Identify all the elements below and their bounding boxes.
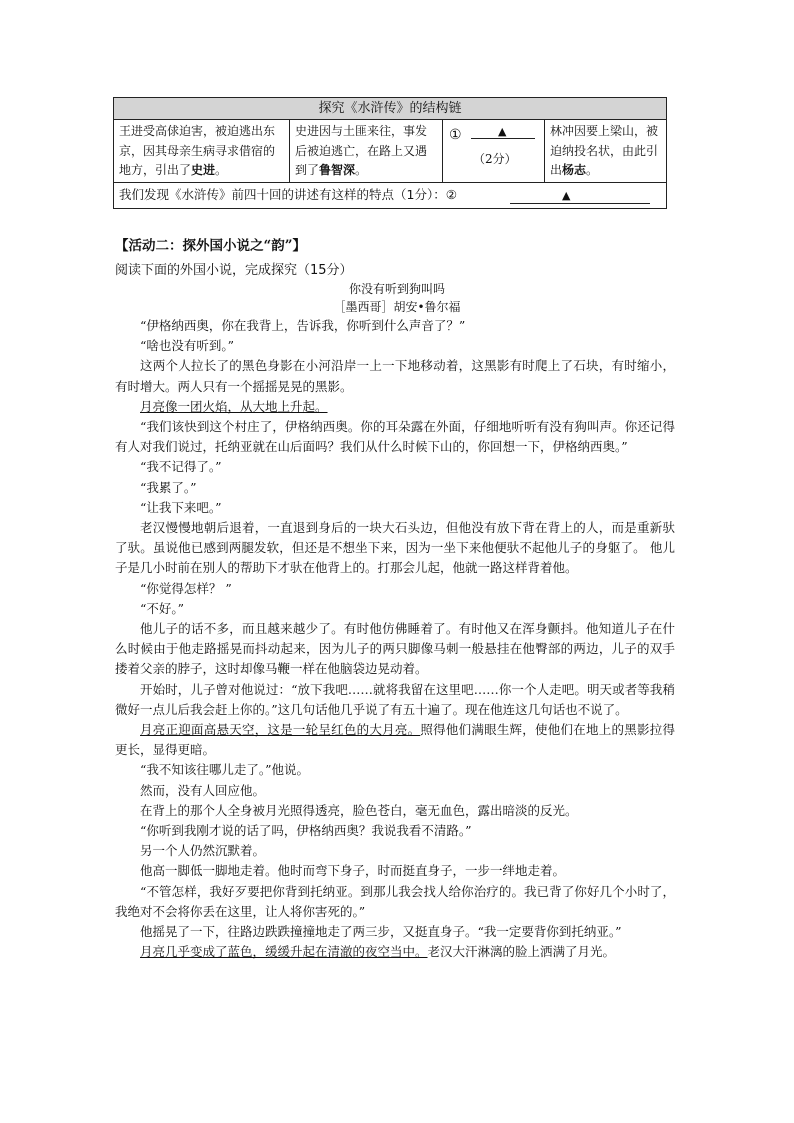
story-paragraph: “啥也没有听到。”: [140, 338, 235, 354]
story-paragraph: [115, 397, 675, 417]
paragraph-text: 老汉大汗淋漓的脸上洒满了月光。: [427, 944, 616, 960]
table-footer: [114, 182, 666, 208]
triangle-marker-icon: ▲: [498, 125, 507, 138]
story-paragraph: 他儿子的话不多，而且越来越少了。有时他仿佛睡着了。有时他又在浑身颤抖。他知道儿子在什么时候由于他走路摇晃而抖动起来，因为儿子的两只脚像马刺一般悬挂在他臀部的两边，儿子的双手搂着父亲的脖子，这时却像马鞭一样在他脑袋边晃动着。: [115, 621, 675, 677]
cell-highlight: 史进: [191, 163, 216, 177]
cell-text: 。: [586, 163, 599, 177]
story-paragraph: “伊格纳西奥，你在我背上，告诉我，你听到什么声音了？”: [140, 318, 466, 333]
story-paragraph: “不管怎样，我好歹要把你背到托纳亚。到那儿我会找人给你治疗的。我已背了你好几个小时了，我绝对不会将你丢在这里，让人将你害死的。”: [115, 883, 675, 919]
underlined-sentence: 月亮几乎变成了蓝色，缓缓升起在清澈的夜空当中。: [140, 944, 428, 960]
table-cell-lin-chong: [545, 120, 666, 182]
underlined-sentence: 月亮正迎面高悬天空，这是一轮呈红色的大月亮。: [140, 722, 421, 738]
instruction-text: 阅读下面的外国小说，完成探究（15分）: [115, 263, 353, 278]
story-paragraph: 这两个人拉长了的黑色身影在小河沿岸一上一下地移动着，这黑影有时爬上了石块，有时缩小，有时增大。两人只有一个摇摇晃晃的黑影。: [115, 358, 675, 394]
story-paragraph: “不好。”: [140, 600, 185, 616]
table-cell-wang-jin: [114, 120, 290, 182]
table-cell-answer-blank-1: [443, 120, 545, 182]
underlined-sentence: 月亮像一团火焰，从大地上升起。: [140, 398, 328, 414]
answer-blank-line[interactable]: [510, 203, 650, 204]
cell-highlight: 鲁智深: [319, 163, 356, 177]
story-author: ［墨西哥］胡安•鲁尔福: [333, 300, 461, 314]
table-header: 探究《水浒传》的结构链: [114, 98, 666, 120]
story-paragraph: “让我下来吧。”: [140, 499, 222, 515]
story-body: [115, 316, 675, 963]
story-paragraph: “我不记得了。”: [140, 459, 222, 475]
story-paragraph: “我不知该往哪儿走了。”他说。: [140, 762, 310, 778]
story-paragraph: 另一个人仍然沉默着。: [140, 843, 266, 859]
table-cell-shi-jin: [290, 120, 443, 182]
structure-chain-table: [113, 97, 667, 209]
story-paragraph: 他高一脚低一脚地走着。他时而弯下身子，时而挺直身子，一步一绊地走着。: [140, 863, 566, 879]
footer-question: 我们发现《水浒传》前四十回的讲述有这样的特点（1分）：②: [119, 187, 457, 202]
story-paragraph: [115, 942, 675, 962]
cell-text: 史进因与土匪来往，事发后被迫逃亡，在路上又遇到了: [295, 124, 428, 177]
story-paragraph: 他摇晃了一下，往路边跌跌撞撞地走了两三步，又挺直身子。“我一定要背你到托纳亚。”: [140, 924, 622, 940]
story-paragraph: “我们该快到这个村庄了，伊格纳西奥。你的耳朵露在外面，仔细地听听有没有狗叫声。你还记得有人对我们说过，托纳亚就在山后面吗？我们从什么时候下山的，你回想一下，伊格纳西奥。”: [115, 419, 675, 455]
score-label: （2分）: [473, 152, 517, 166]
story-paragraph: “你觉得怎样？ ”: [140, 580, 232, 596]
story-paragraph: “我累了。”: [140, 479, 197, 495]
cell-highlight: 杨志: [562, 163, 587, 177]
paragraph-text: 照得他们满眼生辉，使他们在地上的黑影拉得更长，显得更暗。: [115, 722, 675, 758]
cell-text: 林冲因要上梁山，被迫纳投名状，由此引出: [550, 124, 659, 177]
blank-number: ①: [449, 127, 462, 143]
story-paragraph: 然而，没有人回应他。: [140, 782, 266, 798]
triangle-marker-icon: ▲: [562, 189, 571, 202]
story-paragraph: 开始时，儿子曾对他说过：“放下我吧……就将我留在这里吧……你一个人走吧。明天或者等我稍微好一点儿后我会赶上你的。”这几句话他几乎说了有五十遍了。现在他连这几句话也不说了。: [115, 681, 675, 717]
story-paragraph: 老汉慢慢地朝后退着，一直退到身后的一块大石头边，但他没有放下背在背上的人，而是重新驮了驮。虽说他已感到两腿发软，但还是不想坐下来，因为一坐下来他便驮不起他儿子的身躯了。 他儿子是几小时前在别人的帮助下才驮在他背上的。打那会儿起，他就一路这样背着他。: [115, 520, 675, 576]
story-paragraph: [115, 720, 675, 760]
cell-text: 。: [215, 163, 228, 177]
cell-text: 。: [355, 163, 368, 177]
story-paragraph: “你听到我刚才说的话了吗，伊格纳西奥？我说我看不清路。”: [140, 823, 472, 839]
answer-blank-line[interactable]: [471, 138, 535, 139]
story-title: 你没有听到狗叫吗: [348, 282, 445, 296]
story-paragraph: 在背上的那个人全身被月光照得透亮，脸色苍白，毫无血色，露出暗淡的反光。: [140, 802, 578, 818]
activity-heading: 【活动二：探外国小说之“韵”】: [115, 238, 307, 254]
cell-text: 王进受高俅迫害，被迫逃出东京，因其母亲生病寻求借宿的地方，引出了: [119, 124, 276, 177]
